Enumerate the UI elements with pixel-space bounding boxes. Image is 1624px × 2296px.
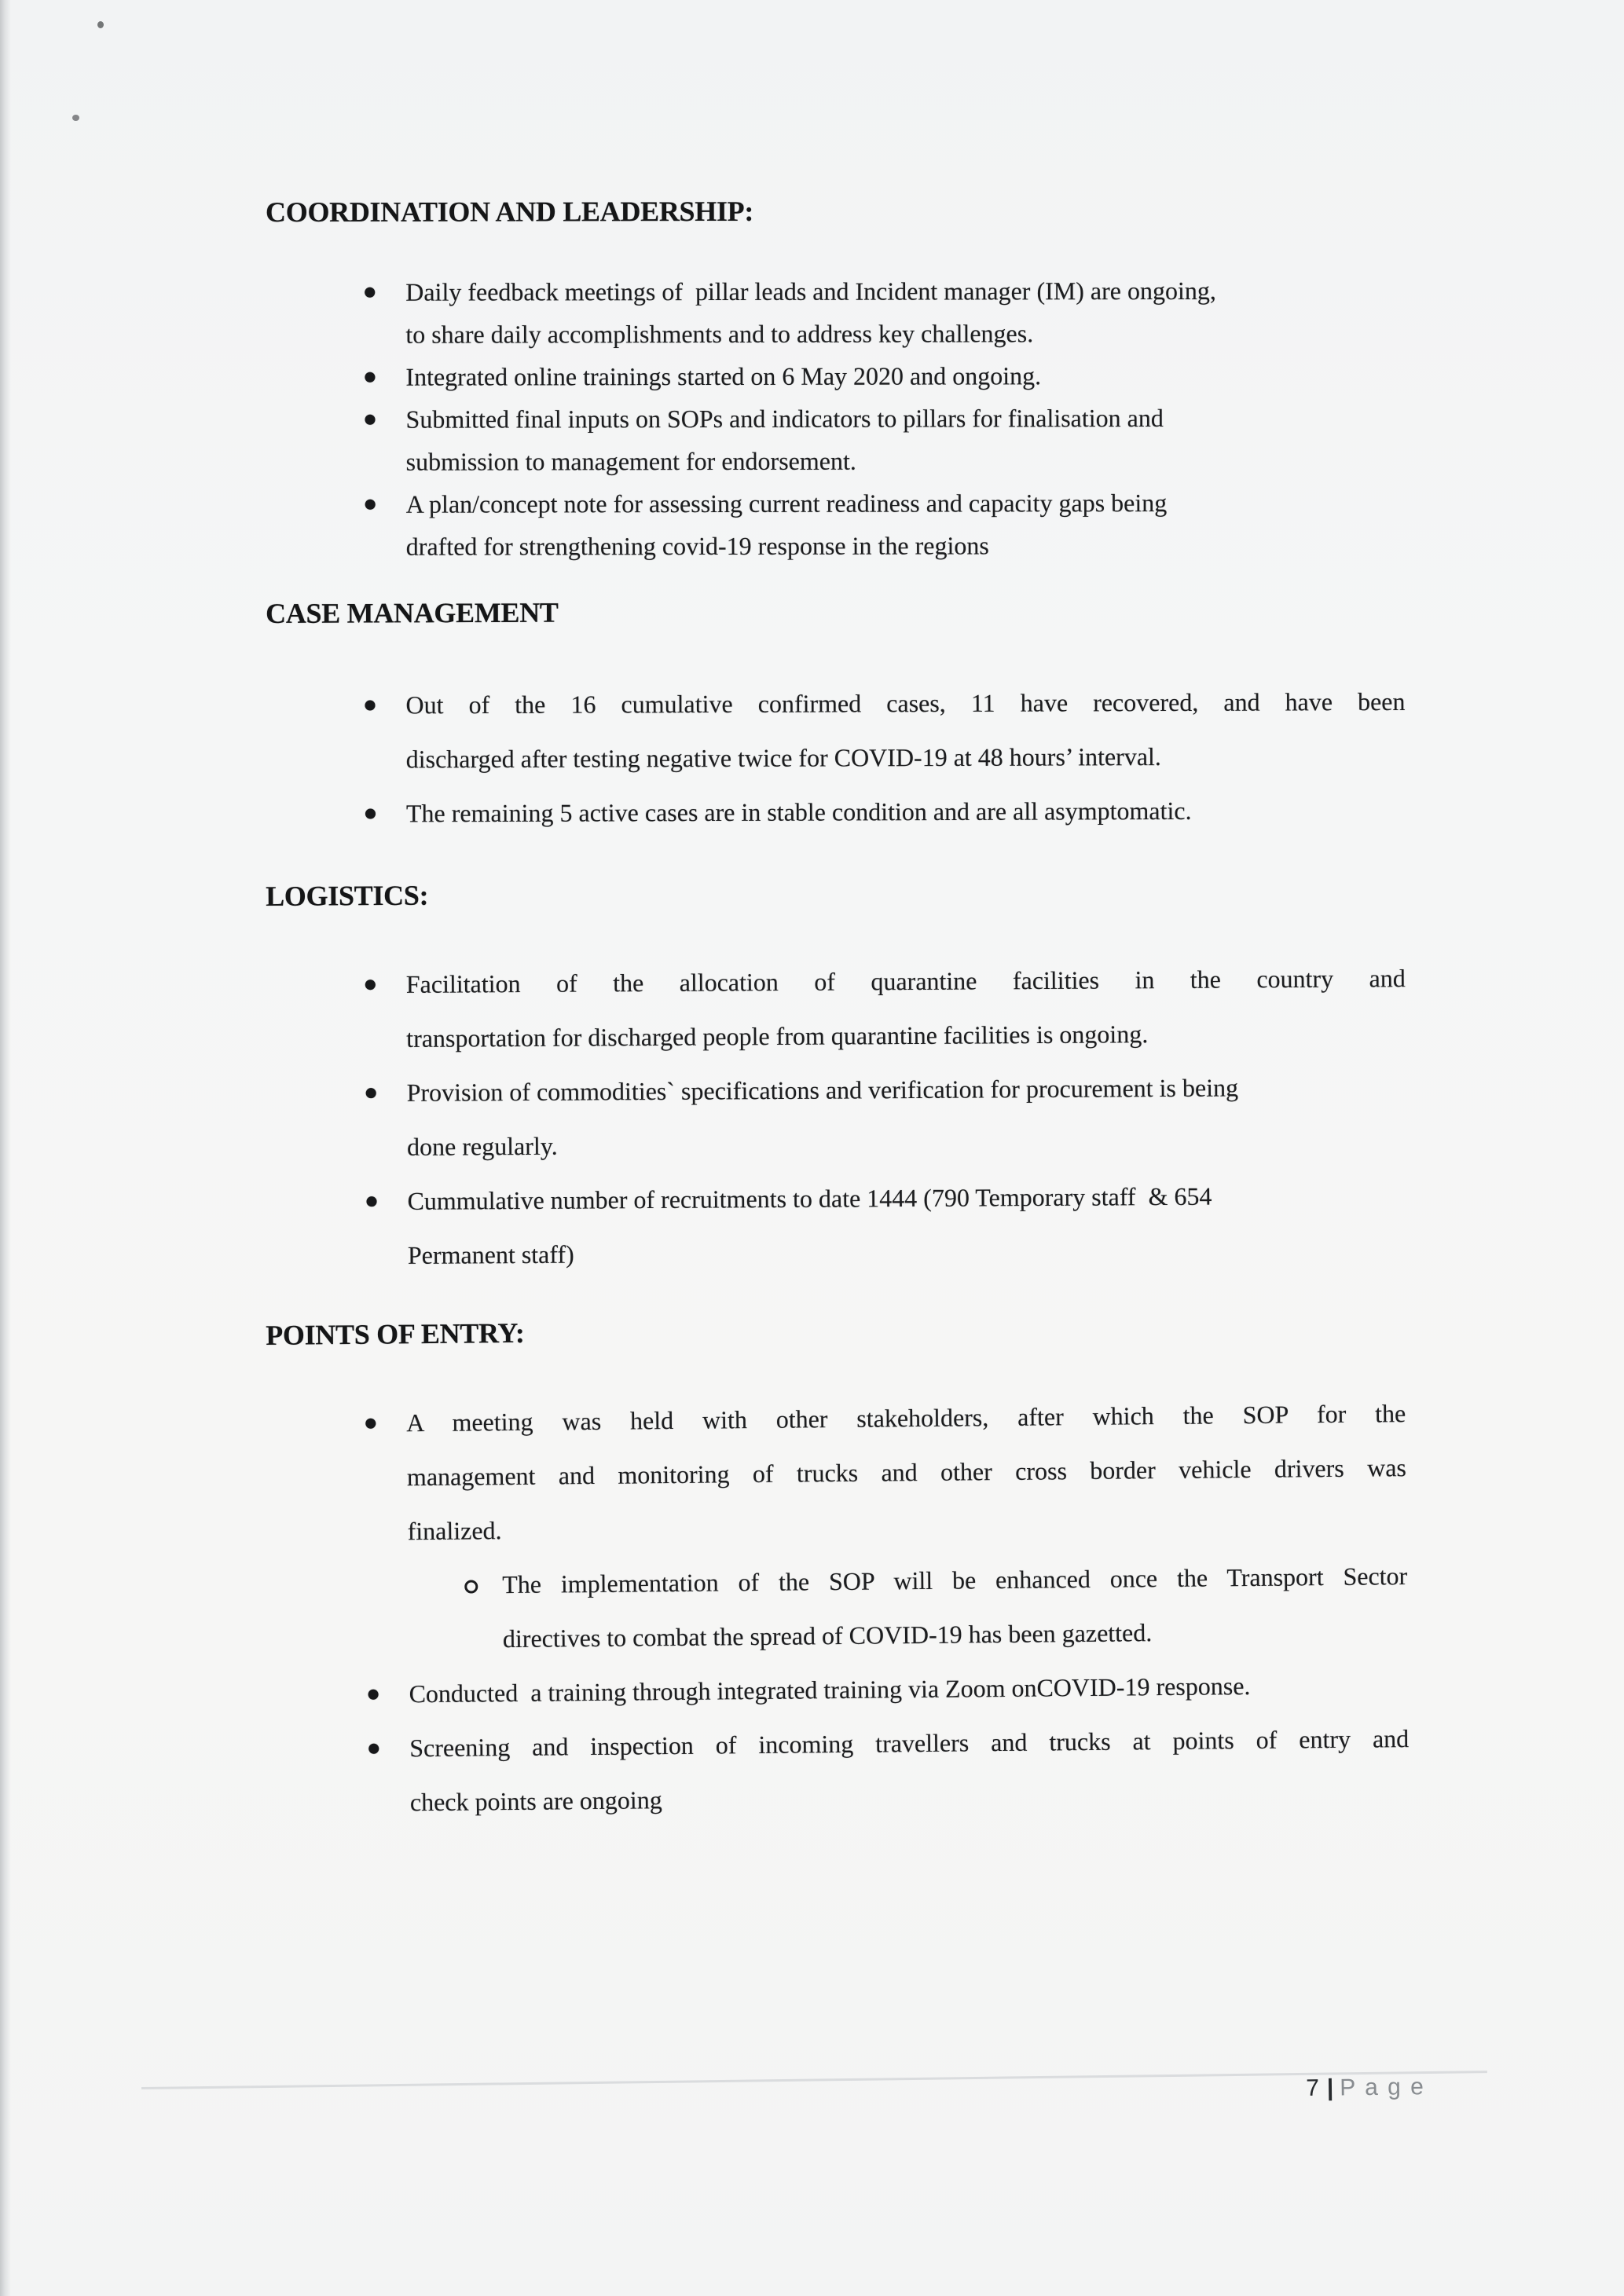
bullet-item: [409, 1657, 1409, 1721]
bullet-item: [406, 1386, 1408, 1667]
footer-separator: |: [1326, 2074, 1334, 2101]
bullet-list: [406, 1386, 1410, 1829]
section-heading: CASE MANAGEMENT: [266, 596, 559, 629]
section-points-of-entry: [266, 1307, 1413, 1831]
bullet-item: [405, 396, 1405, 482]
bullet-item: [409, 1712, 1410, 1829]
document-body: [266, 195, 1409, 1831]
bullet-text-line: The implementation of the SOP will be enhanced once the Transport Sector: [502, 1562, 1408, 1599]
bullet-text-line: A meeting was held with other stakeholders, after which the SOP for the: [406, 1399, 1406, 1437]
bullet-text-line: to share daily accomplishments and to address key challenges.: [405, 319, 1034, 349]
section-heading: COORDINATION AND LEADERSHIP:: [266, 195, 754, 228]
bullet-item: [406, 783, 1406, 840]
scan-speck: [72, 115, 79, 121]
page-word: P a g e: [1340, 2074, 1426, 2101]
bullet-text-line: finalized.: [407, 1516, 502, 1546]
section-logistics: [266, 872, 1411, 1283]
bullet-list: [405, 675, 1406, 840]
bullet-text-line: A plan/concept note for assessing current readiness and capacity gaps being: [405, 488, 1168, 518]
bullet-text-line: Screening and inspection of incoming travellers and trucks at points of entry and: [409, 1724, 1410, 1763]
bullet-text-line: done regularly.: [406, 1131, 558, 1161]
section-heading: POINTS OF ENTRY:: [266, 1316, 525, 1351]
scan-edge-shadow: [0, 0, 11, 2296]
bullet-item: [405, 269, 1405, 355]
bullet-text-line: Integrated online trainings started on 6 May 2020 and ongoing.: [405, 361, 1042, 391]
bullet-text-line: Conducted a training through integrated training via Zoom onCOVID-19 response.: [409, 1671, 1251, 1708]
bullet-text-line: check points are ongoing: [409, 1785, 662, 1817]
bullet-text-line: directives to combat the spread of COVID-19 has been gazetted.: [502, 1618, 1153, 1653]
bullet-text-line: discharged after testing negative twice for COVID-19 at 48 hours’ interval.: [405, 742, 1161, 774]
bullet-item: [405, 675, 1405, 786]
section-heading: LOGISTICS:: [266, 879, 429, 912]
bullet-text-line: management and monitoring of trucks and other cross border vehicle drivers was: [406, 1453, 1407, 1492]
bullet-text-line: Provision of commodities` specifications and verification for procurement is being: [406, 1073, 1239, 1107]
page-footer: [1306, 2074, 1425, 2102]
bullet-text-line: drafted for strengthening covid-19 response in the regions: [405, 531, 989, 561]
footer-rule: [141, 2071, 1487, 2089]
bullet-text-line: Cummulative number of recruitments to date 1444 (790 Temporary staff & 654: [407, 1181, 1212, 1215]
bullet-text-line: The remaining 5 active cases are in stable condition and are all asymptomatic.: [405, 796, 1192, 828]
bullet-list: [405, 269, 1406, 567]
bullet-item: [406, 951, 1406, 1066]
bullet-text-line: submission to management for endorsement.: [405, 446, 856, 476]
bullet-item: [406, 1060, 1406, 1174]
bullet-item: [406, 481, 1406, 567]
bullet-item: [405, 353, 1405, 397]
bullet-item: [407, 1168, 1407, 1283]
bullet-text-line: Permanent staff): [407, 1240, 574, 1269]
section-coordination-and-leadership: [266, 192, 1410, 568]
bullet-text-line: Facilitation of the allocation of quarantine facilities in the country and: [405, 964, 1406, 998]
scan-speck: [97, 21, 104, 28]
page-number: 7: [1306, 2074, 1323, 2101]
bullet-text-line: Out of the 16 cumulative confirmed cases, 11 have recovered, and have been: [405, 687, 1406, 720]
bullet-text-line: Submitted final inputs on SOPs and indicators to pillars for finalisation and: [405, 404, 1164, 434]
bullet-text-line: transportation for discharged people from quarantine facilities is ongoing.: [406, 1020, 1149, 1053]
sub-bullet-item: [502, 1549, 1408, 1666]
sub-bullet-list: [502, 1549, 1408, 1666]
bullet-text-line: Daily feedback meetings of pillar leads and Incident manager (IM) are ongoing,: [405, 276, 1216, 306]
bullet-list: [406, 951, 1408, 1283]
section-case-management: [266, 592, 1410, 841]
